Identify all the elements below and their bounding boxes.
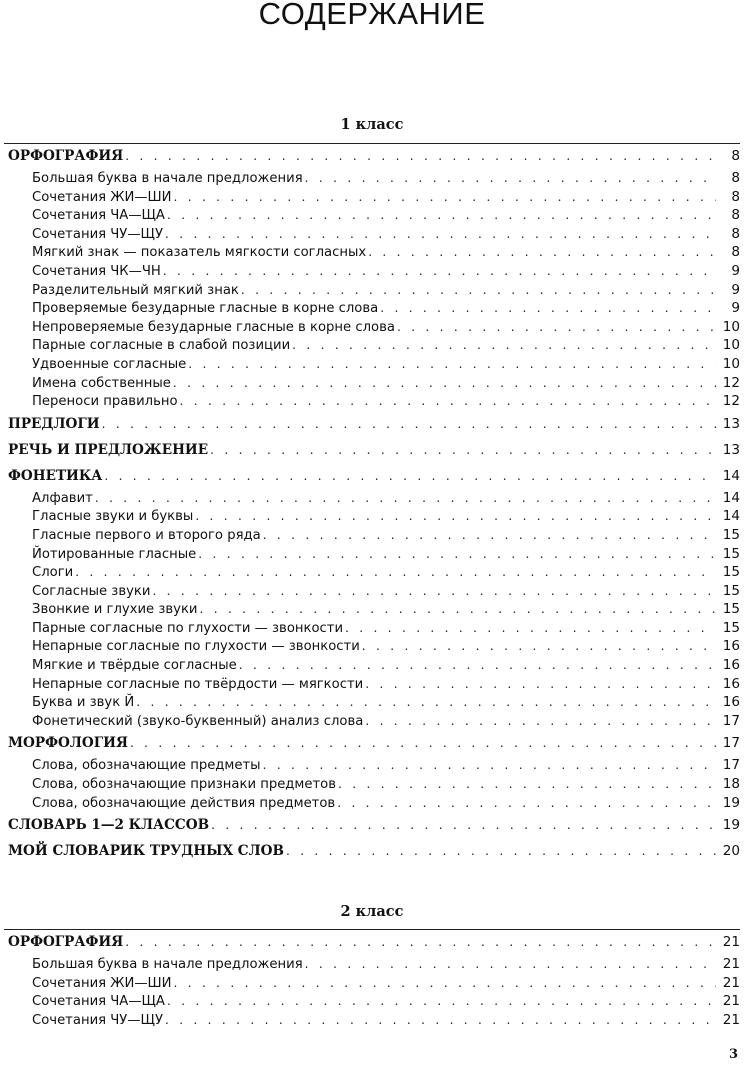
toc-entry-label: Слова, обозначающие признаки предметов [32, 777, 337, 793]
toc-entry-page: 19 [722, 817, 740, 834]
dot-leader [188, 355, 716, 374]
grade-2-toc [8, 929, 740, 1029]
toc-entry-page: 21 [722, 1011, 740, 1028]
toc-item[interactable] [8, 1011, 740, 1030]
toc-item[interactable] [8, 169, 740, 188]
dot-leader [136, 693, 716, 712]
toc-entry-label: Гласные первого и второго ряда [32, 527, 261, 543]
dot-leader [152, 582, 716, 601]
toc-entry-label: Слоги [32, 565, 74, 581]
toc-section-словарь-1-2-классов[interactable] [8, 812, 740, 838]
toc-item[interactable] [8, 299, 740, 318]
toc-entry-label: Мягкий знак — показатель мягкости согласных [32, 245, 367, 261]
dot-leader [241, 281, 716, 300]
toc-entry-page: 14 [722, 467, 740, 484]
toc-entry-page: 17 [722, 712, 740, 729]
toc-entry-label: ПРЕДЛОГИ [8, 415, 100, 432]
toc-entry-label: Слова, обозначающие предметы [32, 758, 261, 774]
dot-leader [305, 169, 716, 188]
dot-leader [305, 955, 716, 974]
toc-entry-page: 21 [722, 993, 740, 1010]
toc-entry-label: МОРФОЛОГИЯ [8, 735, 128, 752]
dot-leader [165, 225, 716, 244]
toc-entry-page: 15 [722, 601, 740, 618]
dot-leader [174, 974, 717, 993]
toc-item[interactable] [8, 600, 740, 619]
dot-leader [239, 656, 716, 675]
dot-leader [362, 637, 716, 656]
dot-leader [263, 526, 716, 545]
dot-leader [174, 188, 717, 207]
toc-entry-label: Непарные согласные по глухости — звонкости [32, 639, 360, 655]
dot-leader [102, 411, 716, 437]
toc-entry-page: 21 [722, 934, 740, 950]
toc-entry-page: 12 [722, 374, 740, 391]
toc-entry-page: 8 [731, 188, 740, 205]
dot-leader [198, 545, 716, 564]
toc-section-морфология[interactable] [8, 730, 740, 756]
toc-item[interactable] [8, 992, 740, 1011]
dot-leader [130, 730, 716, 756]
toc-item[interactable] [8, 281, 740, 300]
dot-leader [163, 262, 716, 281]
toc-entry-page: 10 [722, 337, 740, 354]
toc-item[interactable] [8, 637, 740, 656]
dot-leader [200, 600, 717, 619]
dot-leader [380, 299, 716, 318]
toc-entry-page: 15 [722, 545, 740, 562]
toc-entry-label: Сочетания ЧУ—ЩУ [32, 226, 163, 242]
toc-entry-label: Непроверяемые безударные гласные в корне слова [32, 319, 395, 335]
dot-leader [195, 507, 716, 526]
toc-item[interactable] [8, 794, 740, 813]
toc-entry-page: 13 [722, 415, 740, 432]
toc-entry-page: 8 [731, 207, 740, 224]
toc-entry-label: СЛОВАРЬ 1—2 КЛАССОВ [8, 817, 210, 834]
dot-leader [365, 675, 716, 694]
toc-entry-label: Разделительный мягкий знак [32, 282, 239, 298]
dot-leader [337, 794, 716, 813]
toc-entry-label: Сочетания ЧК—ЧН [32, 263, 161, 279]
toc-entry-label: ОРФОГРАФИЯ [8, 934, 124, 950]
toc-entry-page: 19 [722, 794, 740, 811]
toc-item[interactable] [8, 318, 740, 337]
dot-leader [263, 756, 716, 775]
toc-entry-page: 9 [731, 262, 740, 279]
toc-entry-label: Удвоенные согласные [32, 356, 187, 372]
toc-entry-page: 15 [722, 564, 740, 581]
toc-entry-page: 10 [722, 355, 740, 372]
toc-section-фонетика[interactable] [8, 463, 740, 489]
toc-item[interactable] [8, 582, 740, 601]
toc-item[interactable] [8, 507, 740, 526]
toc-item[interactable] [8, 355, 740, 374]
dot-leader [368, 243, 716, 262]
toc-entry-label: Парные согласные по глухости — звонкости [32, 620, 344, 636]
toc-item[interactable] [8, 545, 740, 564]
toc-entry-page: 17 [722, 735, 740, 752]
toc-item[interactable] [8, 526, 740, 545]
toc-section-предлоги[interactable] [8, 411, 740, 437]
toc-item[interactable] [8, 955, 740, 974]
dot-leader [125, 143, 716, 169]
toc-entry-page: 15 [722, 619, 740, 636]
toc-entry-label: Слова, обозначающие действия предметов [32, 795, 336, 811]
dot-leader [338, 775, 716, 794]
toc-entry-label: Буква и звук Й [32, 695, 135, 711]
dot-leader [167, 992, 716, 1011]
toc-entry-label: Непарные согласные по твёрдости — мягкости [32, 676, 364, 692]
dot-leader [95, 489, 716, 508]
toc-item[interactable] [8, 243, 740, 262]
toc-entry-label: Парные согласные в слабой позиции [32, 338, 291, 354]
toc-section-речь-и-предложение[interactable] [8, 437, 740, 463]
toc-item[interactable] [8, 336, 740, 355]
toc-entry-page: 9 [731, 300, 740, 317]
toc-item[interactable] [8, 392, 740, 411]
toc-entry-label: ФОНЕТИКА [8, 467, 103, 484]
toc-entry-label: Проверяемые безударные гласные в корне слова [32, 301, 379, 317]
toc-entry-page: 8 [731, 148, 740, 164]
toc-entry-page: 9 [731, 281, 740, 298]
toc-entry-page: 10 [722, 318, 740, 335]
toc-entry-label: Сочетания ЧА—ЩА [32, 208, 165, 224]
toc-entry-page: 16 [722, 694, 740, 711]
toc-item[interactable] [8, 489, 740, 508]
dot-leader [173, 374, 716, 393]
toc-entry-page: 15 [722, 526, 740, 543]
toc-entry-label: Большая буква в начале предложения [32, 957, 303, 972]
toc-entry-page: 16 [722, 657, 740, 674]
toc-entry-page: 14 [722, 489, 740, 506]
toc-item[interactable] [8, 206, 740, 225]
toc-item[interactable] [8, 563, 740, 582]
toc-item[interactable] [8, 374, 740, 393]
dot-leader [125, 929, 716, 955]
toc-item[interactable] [8, 693, 740, 712]
toc-item[interactable] [8, 262, 740, 281]
toc-entry-label: МОЙ СЛОВАРИК ТРУДНЫХ СЛОВ [8, 843, 284, 860]
toc-entry-label: Звонкие и глухие звуки [32, 602, 198, 618]
toc-entry-label: Сочетания ЧУ—ЩУ [32, 1012, 163, 1028]
toc-item[interactable] [8, 775, 740, 794]
toc-entry-page: 8 [731, 225, 740, 242]
dot-leader [292, 336, 716, 355]
toc-entry-label: Фонетический (звуко-буквенный) анализ слова [32, 713, 364, 729]
toc-entry-page: 8 [731, 244, 740, 261]
toc-item[interactable] [8, 619, 740, 638]
toc-entry-label: Гласные звуки и буквы [32, 509, 194, 525]
dot-leader [75, 563, 716, 582]
toc-entry-label: Большая буква в начале предложения [32, 171, 303, 186]
toc-item[interactable] [8, 188, 740, 207]
toc-section-орфография[interactable] [8, 143, 740, 169]
toc-item[interactable] [8, 656, 740, 675]
toc-entry-page: 12 [722, 393, 740, 410]
toc-section-орфография[interactable] [8, 929, 740, 955]
toc-entry-label: Сочетания ЖИ—ШИ [32, 189, 172, 205]
toc-entry-label: Переноси правильно [32, 394, 178, 410]
grade-1-heading: 1 класс [340, 116, 404, 133]
dot-leader [365, 712, 716, 731]
dot-leader [104, 463, 716, 489]
toc-entry-page: 16 [722, 675, 740, 692]
toc-entry-page: 14 [722, 508, 740, 525]
toc-entry-page: 15 [722, 582, 740, 599]
dot-leader [180, 392, 716, 411]
toc-entry-page: 20 [722, 843, 740, 860]
toc-entry-page: 21 [722, 974, 740, 991]
toc-entry-page: 18 [722, 776, 740, 793]
toc-item[interactable] [8, 225, 740, 244]
grade-1-toc [8, 143, 740, 864]
toc-entry-label: Алфавит [32, 490, 93, 506]
toc-entry-page: 16 [722, 638, 740, 655]
dot-leader [345, 619, 716, 638]
dot-leader [286, 838, 716, 864]
toc-item[interactable] [8, 712, 740, 731]
toc-entry-label: РЕЧЬ И ПРЕДЛОЖЕНИЕ [8, 441, 209, 458]
toc-entry-label: Имена собственные [32, 375, 171, 391]
dot-leader [167, 206, 716, 225]
toc-entry-label: Согласные звуки [32, 583, 151, 599]
dot-leader [211, 812, 716, 838]
toc-entry-page: 13 [722, 441, 740, 458]
toc-item[interactable] [8, 756, 740, 775]
toc-entry-page: 17 [722, 757, 740, 774]
toc-entry-label: Мягкие и твёрдые согласные [32, 658, 237, 674]
toc-entry-label: ОРФОГРАФИЯ [8, 148, 124, 164]
dot-leader [210, 437, 716, 463]
toc-entry-page: 21 [722, 956, 740, 972]
toc-section-мой-словарик-трудных-слов[interactable] [8, 838, 740, 864]
dot-leader [397, 318, 716, 337]
toc-entry-label: Сочетания ЖИ—ШИ [32, 975, 172, 991]
toc-entry-label: Сочетания ЧА—ЩА [32, 994, 165, 1010]
toc-item[interactable] [8, 675, 740, 694]
page-number: 3 [728, 1047, 738, 1062]
dot-leader [165, 1011, 716, 1030]
toc-entry-label: Йотированные гласные [32, 546, 197, 562]
toc-item[interactable] [8, 974, 740, 993]
grade-2-heading: 2 класс [340, 903, 404, 920]
toc-entry-page: 8 [731, 170, 740, 186]
page-title: СОДЕРЖАНИЕ [258, 0, 486, 31]
